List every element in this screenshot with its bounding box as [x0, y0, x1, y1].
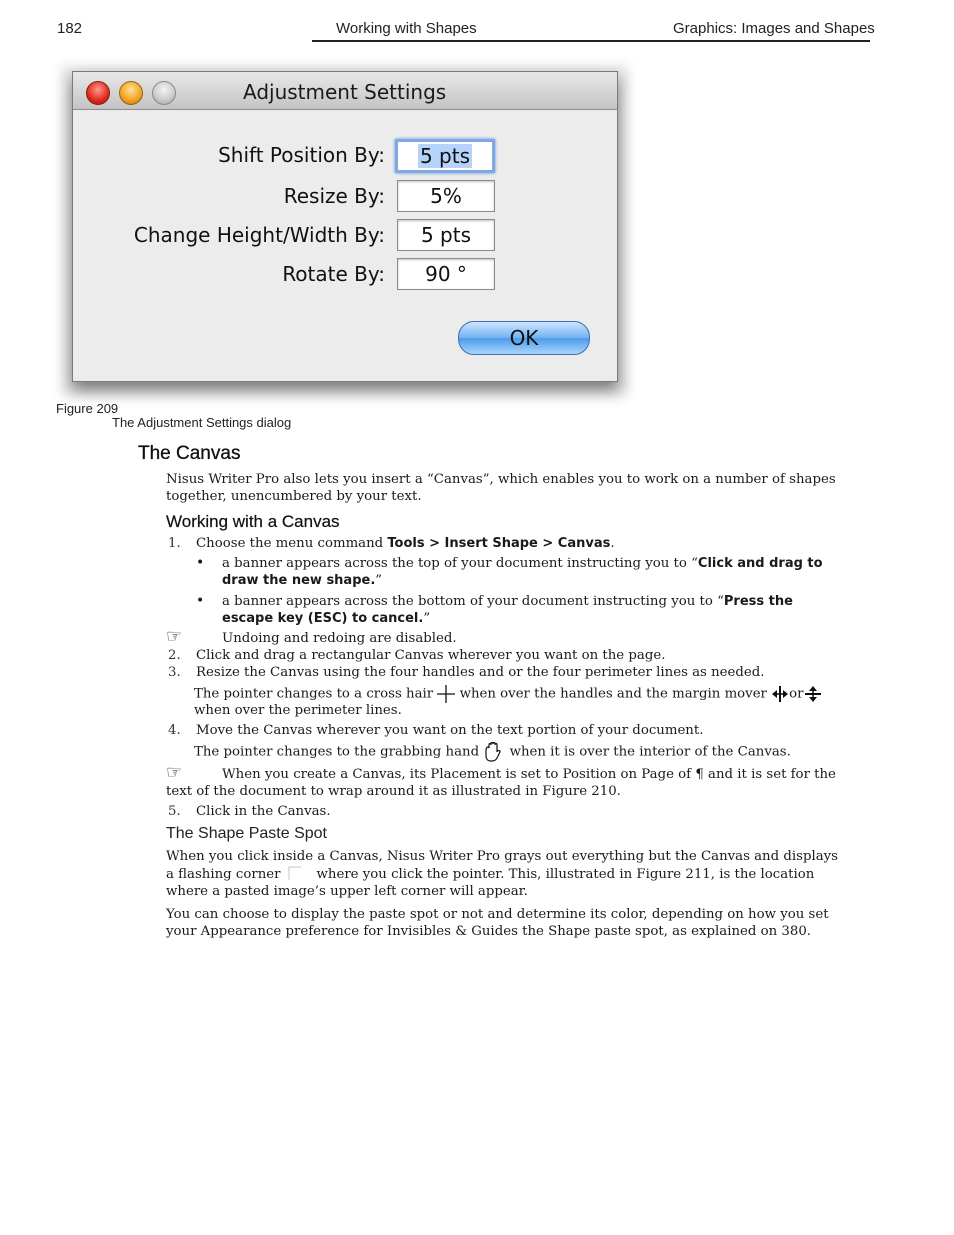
section-heading: The Canvas	[138, 443, 241, 464]
menu-command: Tools > Insert Shape > Canvas	[387, 536, 611, 551]
figure-caption: The Adjustment Settings dialog	[112, 415, 292, 430]
rotate-by-field[interactable]: 90 °	[397, 258, 495, 290]
running-header-chapter: Graphics: Images and Shapes	[673, 20, 875, 37]
figure-number: Figure 209	[56, 401, 119, 416]
note-2-line-1: When you create a Canvas, its Placement is set to Position on Page of ¶ and it is set for the	[222, 767, 836, 782]
bullet-2-line-1: a banner appears across the bottom of your document instructing you to “Press the	[222, 594, 793, 609]
close-button[interactable]	[86, 81, 110, 105]
step-4-text: Move the Canvas wherever you want on the text portion of your document.	[196, 723, 704, 738]
step-1-text: Choose the menu command Tools > Insert Shape > Canvas.	[196, 536, 615, 551]
step-3-text: Resize the Canvas using the four handles and or the four perimeter lines as needed.	[196, 665, 765, 680]
grabbing-hand-icon	[483, 742, 505, 762]
paste-spot-p2-line-1: You can choose to display the paste spot or not and determine its color, depending on how you set	[166, 907, 829, 922]
dialog-titlebar[interactable]	[73, 72, 617, 110]
step-3-detail-line-1: The pointer changes to a cross hair when over the handles and the margin mover or	[194, 685, 822, 703]
paste-spot-p1-line-2: a flashing corner where you click the pointer. This, illustrated in Figure 211, is the location	[166, 867, 815, 882]
bullet-1-line-1: a banner appears across the top of your document instructing you to “Click and drag to	[222, 556, 823, 571]
paste-spot-heading: The Shape Paste Spot	[166, 825, 327, 842]
bullet-icon: •	[196, 555, 205, 571]
paste-spot-corner-icon	[281, 866, 317, 880]
margin-mover-horizontal-icon	[771, 685, 789, 703]
step-number: 5.	[168, 804, 181, 819]
shift-position-field[interactable]: 5 pts	[395, 139, 495, 173]
paste-spot-p1-line-3: where a pasted image’s upper left corner will appear.	[166, 884, 528, 899]
step-3-detail-line-2: when over the perimeter lines.	[194, 703, 402, 718]
step-5-text: Click in the Canvas.	[196, 804, 331, 819]
step-number: 1.	[168, 536, 181, 551]
bullet-1-line-2: draw the new shape.”	[222, 573, 383, 588]
paste-spot-p1-line-1: When you click inside a Canvas, Nisus Writer Pro grays out everything but the Canvas and displays	[166, 849, 838, 864]
dialog-title: Adjustment Settings	[243, 80, 447, 104]
zoom-button	[152, 81, 176, 105]
note-1: Undoing and redoing are disabled.	[222, 631, 457, 646]
bullet-icon: •	[196, 593, 205, 609]
intro-line-2: together, unencumbered by your text.	[166, 489, 422, 504]
subsection-heading: Working with a Canvas	[166, 512, 340, 531]
step-4-detail: The pointer changes to the grabbing hand when it is over the interior of the Canvas.	[194, 742, 791, 762]
note-2-line-2: text of the document to wrap around it as illustrated in Figure 210.	[166, 784, 621, 799]
resize-by-label: Resize By:	[283, 184, 385, 208]
pointing-hand-icon: ☞	[166, 762, 183, 783]
shift-position-label: Shift Position By:	[218, 143, 385, 167]
adjustment-settings-dialog	[72, 71, 618, 382]
running-header-section: Working with Shapes	[336, 20, 477, 37]
resize-by-field[interactable]: 5%	[397, 180, 495, 212]
paste-spot-p2-line-2: your Appearance preference for Invisibles & Guides the Shape paste spot, as explained on 380.	[166, 924, 812, 939]
step-number: 4.	[168, 723, 181, 738]
intro-line-1: Nisus Writer Pro also lets you insert a “Canvas”, which enables you to work on a number of shapes	[166, 472, 836, 487]
margin-mover-vertical-icon	[804, 685, 822, 703]
ok-button[interactable]: OK	[458, 321, 590, 355]
header-rule	[312, 40, 870, 42]
step-number: 3.	[168, 665, 181, 680]
change-height-width-label: Change Height/Width By:	[133, 223, 385, 247]
step-number: 2.	[168, 648, 181, 663]
step-2-text: Click and drag a rectangular Canvas wherever you want on the page.	[196, 648, 666, 663]
crosshair-icon	[437, 685, 455, 703]
page-number: 182	[57, 20, 83, 37]
minimize-button[interactable]	[119, 81, 143, 105]
pointing-hand-icon: ☞	[166, 626, 183, 647]
bullet-2-line-2: escape key (ESC) to cancel.”	[222, 611, 431, 626]
change-height-width-field[interactable]: 5 pts	[397, 219, 495, 251]
rotate-by-label: Rotate By:	[282, 262, 385, 286]
